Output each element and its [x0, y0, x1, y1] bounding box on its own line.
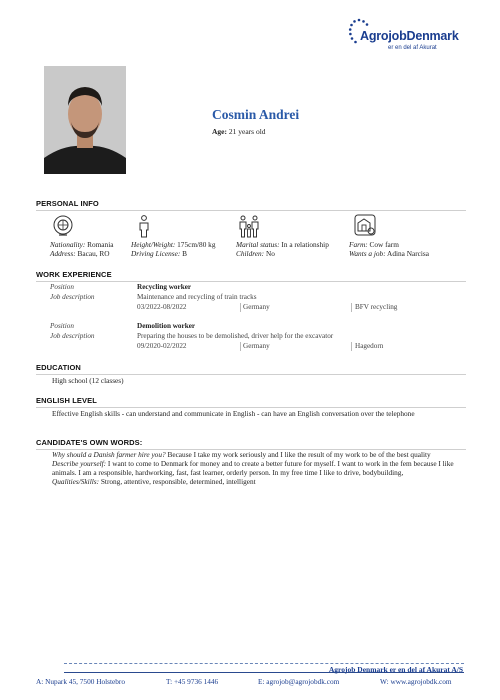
job2-separator [351, 342, 352, 351]
personal-info-title: PERSONAL INFO [36, 199, 99, 208]
globe-icon [52, 214, 74, 238]
pi-cell-height [131, 240, 215, 258]
age-label: Age: [212, 127, 227, 136]
job1-separator [351, 303, 352, 312]
footer-dashed-rule [64, 663, 464, 664]
pi-cell-marital [236, 240, 329, 258]
nationality-value: Romania [87, 240, 114, 249]
wants-job-value: Adina Narcisa [387, 249, 429, 259]
english-rule [36, 407, 466, 408]
own-words-text [52, 450, 468, 486]
marital-label: Marital status: [236, 240, 280, 249]
logo-brand: AgrojobDenmark [360, 29, 459, 43]
job1-role: Recycling worker [137, 283, 192, 291]
q2-label: Describe yourself: [52, 459, 107, 469]
footer-address: A: Nupark 45, 7500 Holstebro [36, 677, 125, 686]
pi-cell-nationality [50, 240, 113, 258]
children-label: Children: [236, 249, 265, 259]
english-text: Effective English skills - can understand and communicate in English - can have an English conversation over the telephone [52, 409, 415, 418]
footer-web[interactable]: W: www.agrojobdk.com [380, 677, 452, 686]
height-value: 175cm/80 kg [177, 240, 216, 249]
job1-employer: BFV recycling [355, 303, 398, 311]
job1-dates: 03/2022-08/2022 [137, 303, 187, 311]
license-label: Driving License: [131, 249, 181, 259]
marital-value: In a relationship [281, 240, 329, 249]
education-title: EDUCATION [36, 363, 81, 372]
farm-value: Cow farm [369, 240, 399, 249]
q3-label: Qualities/Skills: [52, 477, 100, 487]
footer-email[interactable]: E: agrojob@agrojobdk.com [258, 677, 340, 686]
job1-position-label: Position [50, 283, 74, 291]
job1-separator [240, 303, 241, 312]
person-icon [133, 214, 155, 238]
footer-phone[interactable]: T: +45 9736 1446 [166, 677, 219, 686]
job1-country: Germany [243, 303, 270, 311]
address-value: Bacau, RO [77, 249, 110, 259]
age-value: 21 years old [228, 127, 266, 136]
job2-role: Demolition worker [137, 322, 196, 330]
job2-country: Germany [243, 342, 270, 350]
job2-dates: 09/2020-02/2022 [137, 342, 187, 350]
job2-employer: Hagedorn [355, 342, 384, 350]
children-value: No [265, 249, 275, 259]
own-words-title: CANDIDATE'S OWN WORDS: [36, 438, 143, 447]
logo-tagline: er en del af Akurat [388, 45, 437, 51]
candidate-age [212, 127, 266, 136]
education-rule [36, 374, 466, 375]
farm-label: Farm: [349, 240, 368, 249]
q1-label: Why should a Danish farmer hire you? [52, 450, 166, 459]
work-experience-rule [36, 281, 466, 282]
q2-text: I want to come to Denmark for money and to create a better future for myself. I want to work in the fem because I like animals. I am a responsible, hardworking, fast, fast learner, orderly person. In my free time I like to drive, bodybuilding, [52, 459, 454, 478]
q1-text: Because I take my work seriously and I like the result of my work to be of the best quality [165, 450, 431, 459]
footer-company: Agrojob Denmark er en del af Akurat A/S [328, 665, 463, 674]
address-label: Address: [50, 249, 76, 259]
english-title: ENGLISH LEVEL [36, 396, 97, 405]
education-text: High school (12 classes) [52, 376, 124, 385]
candidate-photo [44, 66, 126, 174]
job1-description: Maintenance and recycling of train tracks [137, 293, 257, 301]
personal-info-rule [36, 210, 466, 211]
candidate-name: Cosmin Andrei [212, 107, 300, 122]
job2-description: Preparing the houses to be demolished, driver help for the excavator [137, 332, 334, 340]
job2-description-label: Job description [50, 332, 95, 340]
wants-job-label: Wants a job: [349, 249, 386, 259]
nationality-label: Nationality: [50, 240, 86, 249]
family-icon [238, 214, 260, 238]
q3-paragraph [52, 477, 468, 486]
agrojob-logo [348, 18, 460, 54]
footer-rule [64, 672, 464, 673]
height-label: Height/Weight: [131, 240, 176, 249]
farm-icon [354, 214, 376, 238]
job2-separator [240, 342, 241, 351]
pi-cell-farm [349, 240, 429, 258]
work-experience-title: WORK EXPERIENCE [36, 270, 112, 279]
q2-paragraph [52, 459, 468, 477]
job1-description-label: Job description [50, 293, 95, 301]
q3-text: Strong, attentive, responsible, determined, intelligent [99, 477, 256, 487]
job2-position-label: Position [50, 322, 74, 330]
license-value: B [182, 249, 187, 259]
q1-paragraph [52, 450, 468, 459]
